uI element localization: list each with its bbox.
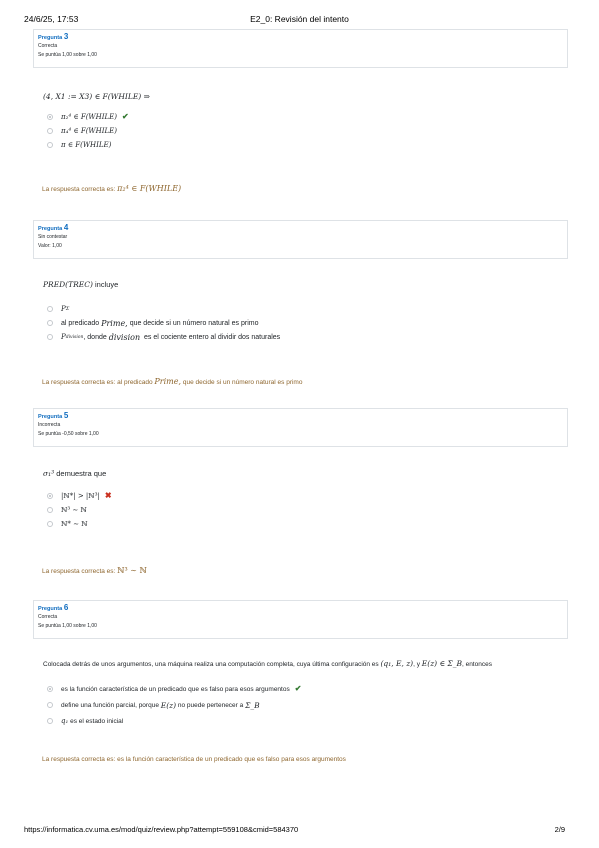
right-answer: La respuesta correcta es: ℕ³ ∼ ℕ (42, 566, 147, 575)
question-info-box (33, 220, 568, 259)
print-datetime: 24/6/25, 17:53 (24, 14, 79, 24)
page-number: 2/9 (554, 825, 565, 834)
question-text: Colocada detrás de unos argumentos, una máquina realiza una computación completa, cuya última configuración es (q₁, E, z), y E(z) ∈ Σ_B, entonces (43, 659, 492, 668)
question-grade: Se puntúa -0,50 sobre 1,00 (38, 431, 99, 437)
print-footer (24, 825, 575, 837)
question-state: Correcta (38, 43, 58, 49)
answer-option[interactable]: es la función característica de un predicado que es falso para esos argumentos ✔ (47, 681, 301, 697)
radio-button[interactable] (47, 320, 53, 326)
question-info-box (33, 600, 568, 639)
question-number: Pregunta 6 (38, 603, 69, 612)
cross-icon: ✖ (104, 491, 112, 500)
answer-option[interactable]: |ℕ*| > |ℕ³| ✖ (47, 489, 112, 503)
question-text: (4, X1 := X3) ∈ F(WHILE) ⇒ (43, 92, 150, 101)
answer-option[interactable]: q₁ es el estado inicial (47, 713, 301, 729)
radio-button[interactable] (47, 718, 53, 724)
question-state: Incorrecta (38, 422, 61, 428)
answer-option[interactable]: π₄⁴ ∈ F(WHILE) (47, 124, 129, 138)
question-grade: Se puntúa 1,00 sobre 1,00 (38, 623, 97, 629)
answer-option[interactable]: al predicado Prime, que decide si un número natural es primo (47, 316, 280, 330)
question-state: Sin contestar (38, 234, 68, 240)
answer-option[interactable]: P Σ (47, 302, 280, 316)
answer-option[interactable]: P division , donde division es el cociente entero al dividir dos naturales (47, 330, 280, 344)
answer-options (47, 110, 129, 152)
question-number: Pregunta 4 (38, 223, 69, 232)
right-answer: La respuesta correcta es: al predicado Prime, que decide si un número natural es primo (42, 377, 303, 386)
check-icon: ✔ (122, 112, 129, 121)
question-grade: Valor: 1,00 (38, 243, 62, 249)
question-text: PRED(TREC) incluye (43, 280, 119, 289)
radio-button[interactable] (47, 686, 53, 692)
radio-button[interactable] (47, 128, 53, 134)
question-info-box (33, 29, 568, 68)
print-header (24, 14, 575, 26)
answer-options (47, 302, 280, 344)
answer-option[interactable]: define una función parcial, porque E(z) no puede pertenecer a Σ_B (47, 697, 301, 713)
check-icon: ✔ (294, 684, 302, 693)
answer-options (47, 681, 301, 729)
question-text: σ₁³ demuestra que (43, 469, 107, 478)
radio-button[interactable] (47, 334, 53, 340)
question-number: Pregunta 5 (38, 411, 69, 420)
answer-option[interactable]: π₂⁴ ∈ F(WHILE) ✔ (47, 110, 129, 124)
question-grade: Se puntúa 1,00 sobre 1,00 (38, 52, 97, 58)
radio-button[interactable] (47, 306, 53, 312)
right-answer: La respuesta correcta es: π₂⁴ ∈ F(WHILE) (42, 184, 182, 193)
question-number: Pregunta 3 (38, 32, 69, 41)
answer-option[interactable]: ℕ* ∼ ℕ (47, 517, 112, 531)
print-url: https://informatica.cv.uma.es/mod/quiz/review.php?attempt=559108&cmid=584370 (24, 825, 299, 834)
radio-button[interactable] (47, 507, 53, 513)
answer-option[interactable]: ℕ³ ∼ ℕ (47, 503, 112, 517)
question-info-box (33, 408, 568, 447)
question-state: Correcta (38, 614, 58, 620)
radio-button[interactable] (47, 142, 53, 148)
radio-button[interactable] (47, 702, 53, 708)
answer-options (47, 489, 112, 531)
print-title: E2_0: Revisión del intento (250, 14, 349, 24)
radio-button[interactable] (47, 521, 53, 527)
radio-button[interactable] (47, 114, 53, 120)
answer-option[interactable]: π ∈ F(WHILE) (47, 138, 129, 152)
radio-button[interactable] (47, 493, 53, 499)
right-answer: La respuesta correcta es: es la función característica de un predicado que es falso para esos argumentos (42, 756, 346, 763)
